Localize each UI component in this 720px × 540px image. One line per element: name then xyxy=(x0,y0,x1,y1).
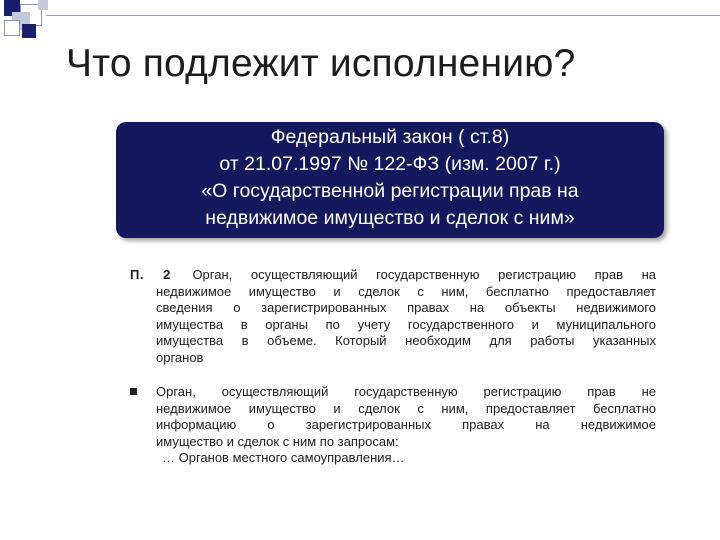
paragraph-line: имущество и сделок с ним по запросам: xyxy=(156,433,399,449)
paragraph-line xyxy=(130,267,656,284)
paragraph-line: сведения о зарегистрированных правах на объекты недвижимого xyxy=(156,300,656,315)
paragraph-line: недвижимое имущество и сделок с ним, предоставляет бесплатно xyxy=(156,400,656,416)
banner-line: от 21.07.1997 № 122-ФЗ (изм. 2007 г.) xyxy=(219,153,561,175)
paragraph-lead: П. 2 xyxy=(130,267,171,282)
slide-title: Что подлежит исполнению? xyxy=(66,42,576,85)
decor-square xyxy=(22,24,36,38)
law-banner xyxy=(116,122,664,238)
bullet-text xyxy=(156,384,656,467)
paragraph-item-2 xyxy=(130,267,656,366)
paragraph-line: органов xyxy=(156,349,204,365)
decor-square xyxy=(38,0,48,10)
paragraph-line: … Органов местного самоуправления… xyxy=(162,450,405,465)
banner-line: недвижимое имущество и сделок с ним» xyxy=(205,207,575,229)
paragraph-line: недвижимое имущество и сделок с ним, бесплатно предоставляет xyxy=(156,283,656,299)
header-rule xyxy=(46,15,720,16)
paragraph-line: имущества в объеме. Который необходим для работы указанных xyxy=(156,333,656,348)
square-bullet-icon xyxy=(130,388,137,395)
decor-square xyxy=(4,20,20,36)
paragraph-line-text: Орган, осуществляющий государственную регистрацию прав на xyxy=(192,267,656,282)
banner-line: «О государственной регистрации прав на xyxy=(201,180,579,202)
paragraph-line: информацию о зарегистрированных правах на недвижимое xyxy=(156,417,656,432)
bullet-item xyxy=(130,384,656,467)
paragraph-line: Орган, осуществляющий государственную регистрацию прав не xyxy=(156,384,656,399)
paragraph-line: имущества в органы по учету государственного и муниципального xyxy=(156,316,656,332)
banner-line: Федеральный закон ( ст.8) xyxy=(270,126,510,148)
